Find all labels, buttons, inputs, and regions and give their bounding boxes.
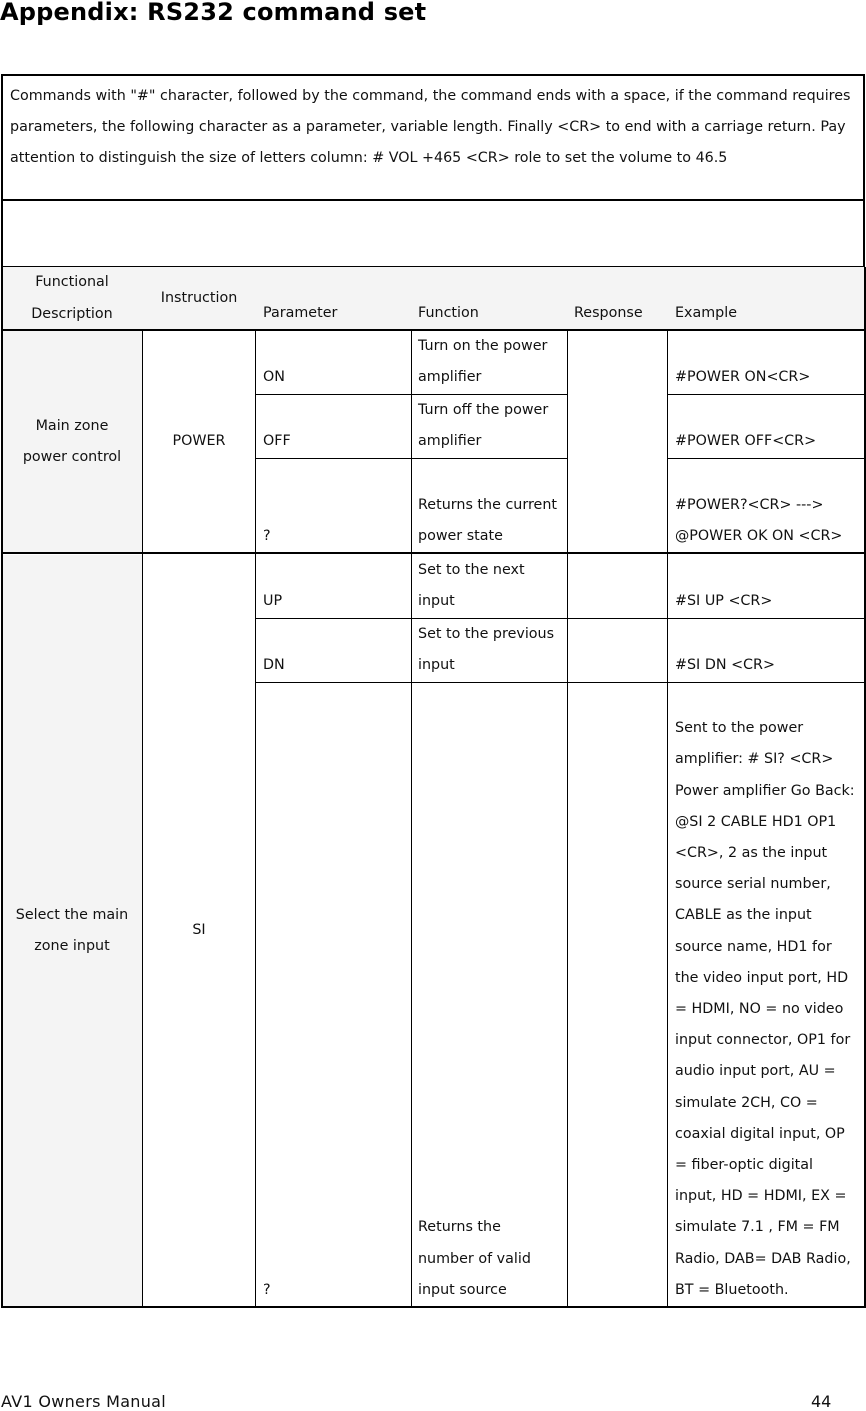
- si-example-query: Sent to the power amplifier: # SI? <CR> Power amplifier Go Back: @SI 2 CABLE HD1 OP1 <CR>, 2 as the input source serial number, CABLE as the input source name, HD1 for the video input port, HD = HDMI, NO = no video input connector, OP1 for audio input port, AU = simulate 2CH, CO = coaxial digital input, OP = fiber-optic digital input, HD = HDMI, EX = simulate 7.1 , FM = FM Radio, DAB= DAB Radio, BT = Bluetooth.: [675, 720, 855, 1298]
- page-title: Appendix: RS232 command set: [0, 0, 427, 26]
- blank-row: [1, 199, 865, 267]
- rule-header-bottom: [1, 329, 865, 331]
- rule-col4: [567, 331, 568, 1308]
- si-instruction: SI: [192, 922, 206, 939]
- rule-power-bottom: [1, 552, 865, 554]
- si-function-up: Set to the next input: [418, 561, 525, 609]
- rule-col1: [142, 331, 143, 1308]
- header-parameter: Parameter: [256, 267, 411, 330]
- intro-note: Commands with "#" character, followed by the command, the command ends with a space, if the command requires parameters, the following character as a parameter, variable length. Finally <CR> to end with a carriage return. Pay attention to distinguish the size of letters column: # VOL +465 <CR> role to set the volume to 46.5: [1, 74, 865, 201]
- rule-col5: [667, 331, 668, 1308]
- power-example-off: #POWER OFF<CR>: [675, 432, 817, 449]
- rule-si-row2: [256, 682, 865, 683]
- header-function: Function: [411, 267, 567, 330]
- si-param-dn: DN: [263, 656, 285, 673]
- si-example-dn: #SI DN <CR>: [675, 656, 775, 673]
- rule-col2: [255, 331, 256, 1308]
- rule-left: [1, 267, 3, 1308]
- power-param-off: OFF: [263, 432, 291, 449]
- header-instruction: Instruction: [142, 267, 256, 330]
- si-param-query: ?: [263, 1281, 271, 1298]
- si-example-up: #SI UP <CR>: [675, 592, 773, 609]
- header-response: Response: [567, 267, 668, 330]
- power-instruction: POWER: [172, 433, 226, 450]
- header-example: Example: [668, 267, 864, 330]
- power-example-on: #POWER ON<CR>: [675, 368, 811, 385]
- si-description: Select the main zone input: [2, 555, 142, 1307]
- footer-page-number: 44: [811, 1392, 832, 1411]
- si-function-dn: Set to the previous input: [418, 625, 555, 673]
- header-functional-description: Functional Description: [2, 267, 142, 330]
- footer-manual-name: AV1 Owners Manual: [1, 1392, 167, 1411]
- power-param-query: ?: [263, 527, 271, 544]
- power-param-on: ON: [263, 368, 285, 385]
- si-param-up: UP: [263, 592, 283, 609]
- rule-si-row1: [256, 618, 865, 619]
- power-function-query: Returns the current power state: [418, 496, 558, 544]
- si-function-query: Returns the number of valid input source: [418, 1219, 531, 1298]
- rule-col3: [411, 331, 412, 1308]
- rule-power-row2-ex: [668, 458, 865, 459]
- power-function-on: Turn on the power amplifier: [418, 337, 548, 385]
- power-function-off: Turn off the power amplifier: [418, 401, 549, 449]
- rule-power-row1-ex: [668, 394, 865, 395]
- power-example-query: #POWER?<CR> ---> @POWER OK ON <CR>: [675, 496, 843, 544]
- rule-table-bottom: [1, 1306, 865, 1308]
- power-description: Main zone power control: [2, 331, 142, 553]
